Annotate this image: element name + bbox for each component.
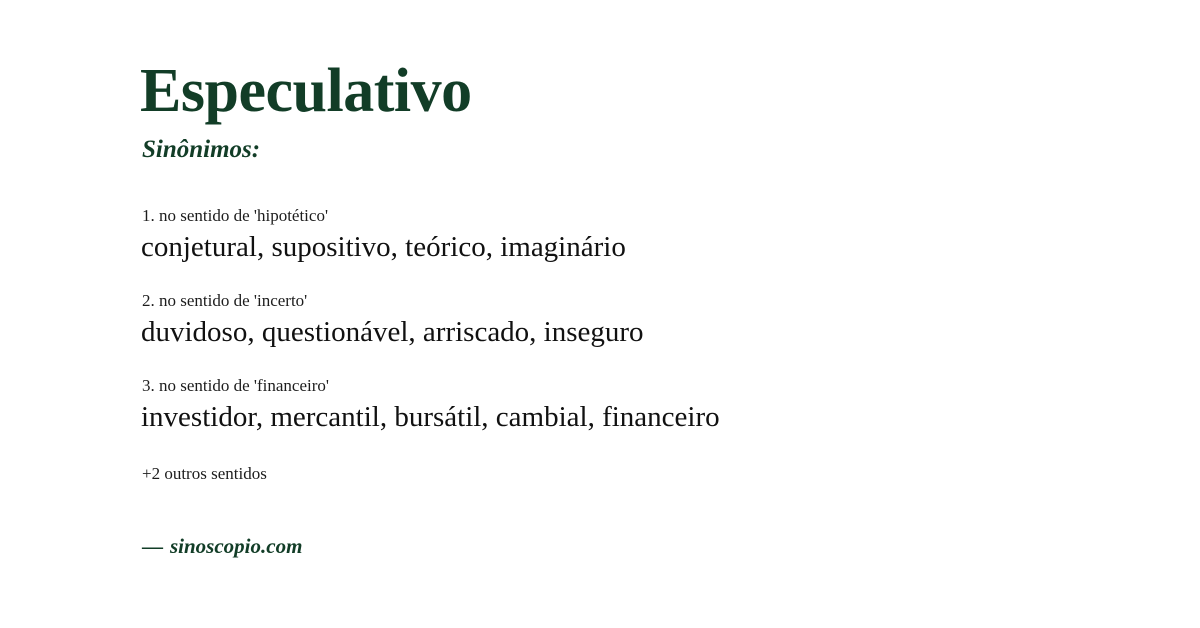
em-dash-glyph: — [142,533,163,558]
sense-synonyms: duvidoso, questionável, arriscado, inseguro [141,316,644,349]
source-name: sinoscopio.com [170,533,303,558]
list-item [140,205,1060,267]
sense-synonyms: conjetural, supositivo, teórico, imaginário [141,231,626,264]
page-title: Especulativo [140,57,472,125]
senses-list [140,205,1060,436]
source-attribution [142,534,1060,559]
sense-label: 3. no sentido de 'financeiro' [142,375,329,395]
list-item [140,290,1060,352]
synonyms-subtitle: Sinônimos: [142,136,261,164]
sense-label: 1. no sentido de 'hipotético' [142,206,329,226]
more-senses-note: +2 outros sentidos [142,463,267,483]
sense-label: 2. no sentido de 'incerto' [142,291,308,311]
list-item [140,375,1060,437]
sense-synonyms: investidor, mercantil, bursátil, cambial, financeiro [141,400,720,433]
